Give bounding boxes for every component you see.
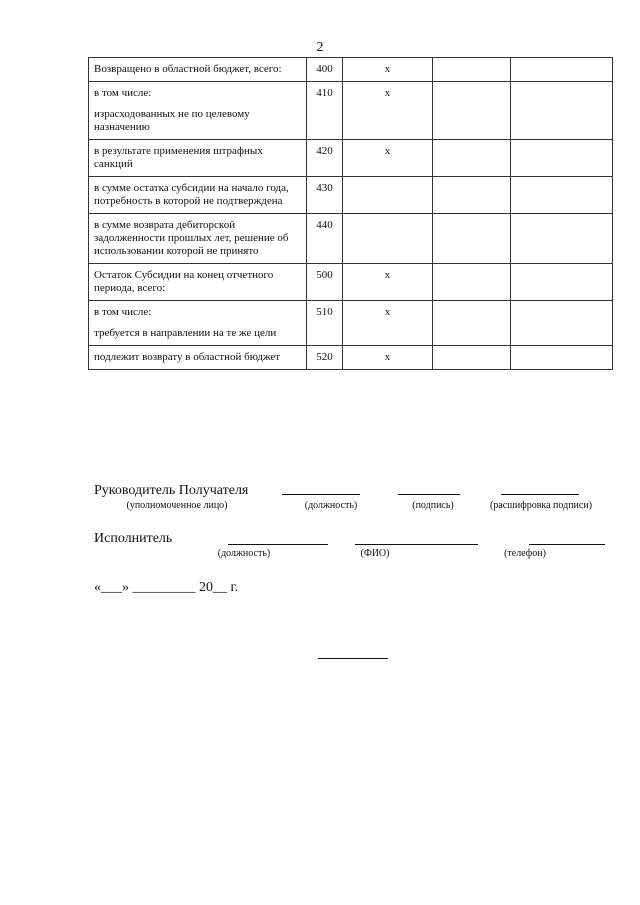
row-x-mark[interactable]: х bbox=[343, 346, 433, 370]
row-description-line: Возвращено в областной бюджет, всего: bbox=[94, 63, 282, 75]
executor-caption-phone: (телефон) bbox=[504, 548, 546, 559]
row-code: 420 bbox=[307, 140, 343, 177]
table-row bbox=[89, 82, 613, 140]
row-x-mark[interactable] bbox=[343, 214, 433, 264]
row-value-cell[interactable] bbox=[511, 264, 613, 301]
head-sublabel: (уполномоченное лицо) bbox=[126, 500, 228, 511]
table-row bbox=[89, 214, 613, 264]
head-caption-signature: (подпись) bbox=[412, 500, 454, 511]
row-code: 510 bbox=[307, 301, 343, 346]
row-value-cell[interactable] bbox=[433, 58, 511, 82]
row-code: 520 bbox=[307, 346, 343, 370]
row-value-cell[interactable] bbox=[511, 177, 613, 214]
end-divider bbox=[318, 658, 388, 659]
row-value-cell[interactable] bbox=[433, 82, 511, 140]
row-value-cell[interactable] bbox=[433, 140, 511, 177]
row-description-line: в сумме остатка субсидии на начало года, потребность в которой не подтверждена bbox=[94, 182, 289, 207]
row-code: 410 bbox=[307, 82, 343, 140]
row-x-mark[interactable]: х bbox=[343, 58, 433, 82]
row-description bbox=[89, 140, 307, 177]
date-field[interactable] bbox=[94, 580, 238, 596]
row-value-cell[interactable] bbox=[433, 177, 511, 214]
row-value-cell[interactable] bbox=[511, 346, 613, 370]
row-description-line: израсходованных не по целевому назначению bbox=[94, 108, 250, 133]
head-decoding-line[interactable] bbox=[501, 494, 579, 495]
table-row bbox=[89, 140, 613, 177]
executor-label: Исполнитель bbox=[94, 531, 173, 546]
head-label: Руководитель Получателя bbox=[94, 483, 249, 498]
row-code: 430 bbox=[307, 177, 343, 214]
row-description bbox=[89, 346, 307, 370]
row-value-cell[interactable] bbox=[433, 301, 511, 346]
row-x-mark[interactable]: х bbox=[343, 264, 433, 301]
table-row bbox=[89, 58, 613, 82]
table-row bbox=[89, 301, 613, 346]
row-description-line: подлежит возврату в областной бюджет bbox=[94, 351, 281, 363]
row-description-line: в том числе: bbox=[94, 87, 152, 99]
row-x-mark[interactable]: х bbox=[343, 82, 433, 140]
row-description bbox=[89, 177, 307, 214]
row-description-line: в сумме возврата дебиторской задолженности прошлых лет, решение об использовании которой не принято bbox=[94, 219, 289, 257]
head-signature-line[interactable] bbox=[398, 494, 460, 495]
row-description bbox=[89, 264, 307, 301]
row-value-cell[interactable] bbox=[511, 140, 613, 177]
date-month: _________ bbox=[132, 580, 196, 595]
row-x-mark[interactable]: х bbox=[343, 140, 433, 177]
table-row bbox=[89, 264, 613, 301]
row-value-cell[interactable] bbox=[511, 301, 613, 346]
row-value-cell[interactable] bbox=[511, 58, 613, 82]
table-row bbox=[89, 346, 613, 370]
report-table bbox=[88, 57, 613, 370]
row-value-cell[interactable] bbox=[511, 214, 613, 264]
row-description bbox=[89, 301, 307, 346]
head-caption-decoding: (расшифровка подписи) bbox=[489, 500, 593, 511]
table-row bbox=[89, 177, 613, 214]
row-value-cell[interactable] bbox=[433, 264, 511, 301]
row-description bbox=[89, 214, 307, 264]
row-description bbox=[89, 82, 307, 140]
date-day: «___» bbox=[94, 580, 129, 595]
head-caption-position: (должность) bbox=[304, 500, 358, 511]
page-number: 2 bbox=[316, 40, 324, 55]
executor-name-line[interactable] bbox=[355, 544, 478, 545]
row-value-cell[interactable] bbox=[511, 82, 613, 140]
row-description-line: в результате применения штрафных санкций bbox=[94, 145, 263, 170]
executor-phone-line[interactable] bbox=[529, 544, 605, 545]
row-description-line: требуется в направлении на те же цели bbox=[94, 327, 277, 339]
row-code: 400 bbox=[307, 58, 343, 82]
row-x-mark[interactable] bbox=[343, 177, 433, 214]
date-year: 20__ г. bbox=[199, 580, 239, 595]
executor-position-line[interactable] bbox=[228, 544, 328, 545]
row-value-cell[interactable] bbox=[433, 214, 511, 264]
row-description-line: в том числе: bbox=[94, 306, 152, 318]
head-position-line[interactable] bbox=[282, 494, 360, 495]
row-description-line: Остаток Субсидии на конец отчетного периода, всего: bbox=[94, 269, 274, 294]
row-x-mark[interactable]: х bbox=[343, 301, 433, 346]
row-description bbox=[89, 58, 307, 82]
row-code: 440 bbox=[307, 214, 343, 264]
executor-caption-position: (должность) bbox=[217, 548, 271, 559]
row-value-cell[interactable] bbox=[433, 346, 511, 370]
executor-caption-name: (ФИО) bbox=[360, 548, 390, 559]
row-code: 500 bbox=[307, 264, 343, 301]
